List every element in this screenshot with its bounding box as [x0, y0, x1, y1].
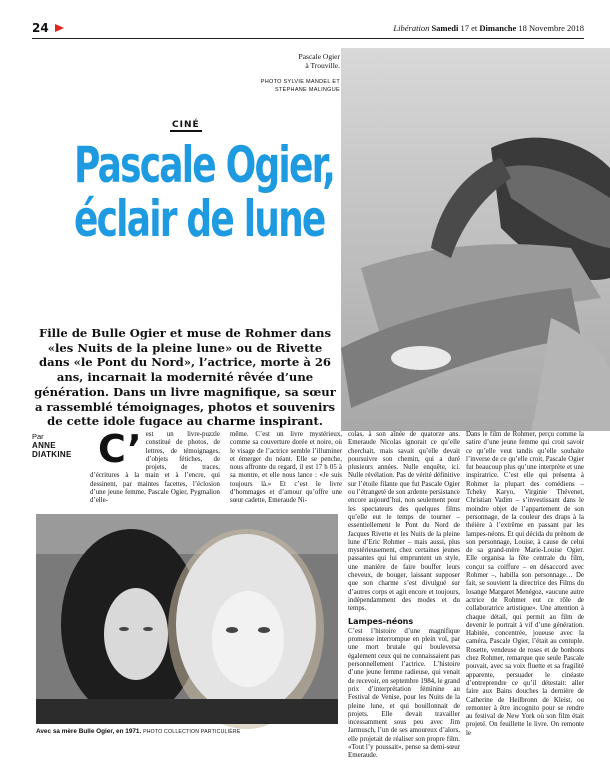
col3-text-b: C’est l’histoire d’une magnifique promesse interrompue en plein vol, par une mort brutale qui bouleversa également ceux qui ne connaissaient pas personnellement l’actrice. L’histoire d’une jeune femme radieuse, qui venait de recevoir, en septembre 1984, le grand prix d’interprétation féminine au Festival de Venise, pour les Nuits de la pleine lune, et qui bouillonnait de projets. Elle devait travailler incessamment sous peu avec Jim Jarmusch, l’un de ses amoureux d’alors, elle projetait de réaliser son propre film. «Tout l’y poussait», pense sa demi-sœur Emeraude. — [348, 627, 460, 760]
bottom-photo-caption — [36, 728, 338, 735]
publication-date-line — [393, 23, 584, 33]
byline — [32, 432, 87, 459]
byline-first-name: ANNE — [32, 441, 56, 450]
body-column-1 — [90, 427, 220, 513]
date-weekday-2: Dimanche — [479, 23, 517, 33]
date-weekday-1: Samedi — [431, 23, 459, 33]
bottom-caption-text: Avec sa mère Bulle Ogier, en 1971. — [36, 728, 142, 735]
byline-last-name: DIATKINE — [32, 450, 72, 459]
bottom-photo-mother-daughter — [36, 514, 338, 724]
top-credit-line1: PHOTO SYLVIE MANDEL ET — [260, 79, 340, 85]
article-title — [73, 136, 335, 248]
top-caption-line2: à Trouville. — [305, 61, 340, 70]
red-arrow-icon — [55, 24, 64, 32]
body-column-2: même. C’est un livre mystérieux, comme sa couverture dorée et noire, où le visage de l’actrice semble l’illuminer et émerger du néant. Elle se penche, nous affronte du regard, il est 17 h 05 à sa montre, et elle nous lance : «Je suis toujours là.» Et c’est le livre d’hommages et d’amour qu’offre une sœur cadette, Emeraude Ni- — [230, 431, 342, 505]
article-standfirst: Fille de Bulle Ogier et muse de Rohmer dans «les Nuits de la pleine lune» ou de Rivette dans «le Pont du Nord», l’actrice, morte à 26 ans, incarnait la modernité rêvée d’une génération. Dans un livre magnifique, sa sœur a rassemblé témoignages, photos et souvenirs de cette idole fugace au charme inspirant. — [34, 326, 336, 429]
page-header — [32, 18, 584, 38]
body-column-3 — [348, 431, 460, 760]
subhead-lampes-neons: Lampes-néons — [348, 616, 414, 626]
date-rest: 18 Novembre 2018 — [518, 23, 584, 33]
byline-par: Par — [32, 432, 44, 441]
top-photo-caption — [240, 52, 340, 94]
top-photo-legs-jeans — [341, 48, 610, 431]
publication-name: Libération — [393, 23, 430, 33]
header-rule — [32, 38, 584, 39]
top-caption-line1: Pascale Ogier — [298, 52, 340, 61]
drop-cap: C’ — [98, 427, 142, 471]
col3-text-a: colas, à son aînée de quatorze ans. Emeraude Nicolas ignorait ce qu’elle cherchait, mais savait qu’elle devait poursuivre son chemin, qui a duré plusieurs années. Nulle enquête, ici. Nulle révélation. Pas de vérité définitive sur l’étoile filante que fut Pascale Ogier ou l’étrangeté de son ardente persistance encore aujourd’hui, non seulement pour les spectateurs des quelques films qu’elle eut le temps de tourner – essentiellement le Pont du Nord de Jacques Rivette et les Nuits de la pleine lune d’Eric Rohmer – mais aussi, plus mystérieusement, chez certaines jeunes passantes qui lui empruntent un style, une manière de faire bouffer leurs cheveux, de bouger, laissant supposer que son charme s’est divulgué sur d’autres corps et agit encore et toujours, indépendamment des modes et du temps. — [348, 431, 460, 613]
title-line-2: éclair de lune — [73, 190, 325, 248]
bottom-caption-credit: PHOTO COLLECTION PARTICULIÈRE — [143, 729, 241, 735]
col1-text: est un livre-puzzle constitué de photos, de lettres, de témoignages, d’objets fétiches, de projets, de traces, d’écritures à la main et à l’encre, qui dessinent, par maintes facettes, l’éclosion d’une jeune femme, Pascale Ogier, Pygmalion d’elle- — [90, 431, 220, 505]
date-mid: 17 et — [460, 23, 478, 33]
page-number — [32, 21, 64, 35]
section-rubric: CINÉ — [172, 120, 200, 130]
page-number-text: 24 — [32, 21, 49, 35]
top-credit-line2: STÉPHANE MALINGUE — [274, 87, 340, 93]
title-line-1: Pascale Ogier, — [73, 136, 335, 194]
body-column-4: Dans le film de Rohmer, perçu comme la satire d’une jeune femme qui croit savoir ce qu’elle veut tandis qu’elle souhaite l’inverse de ce qu’elle croit, Pascale Ogier fut beaucoup plus qu’une interprète et une inspiratrice. C’est elle qui présenta à Rohmer la plupart des comédiens – Tcheky Karyo, Virginie Thévenet, Christian Vadim – s’investissant dans le moindre objet de l’appartement de son personnage, de la couleur des draps à la théière à l’extrême en passant par les lampes-néons. Et qui décida du prénom de son personnage, Louise, à cause de celui de sa grand-mère Marie-Louise Ogier. Elle organisa la fête centrale du film, conçut sa coiffure – en désaccord avec Rohmer –, habilla son personnage… De fait, se souvient la directrice des Films du losange Margaret Menégoz, «aucune autre actrice de Rohmer eut ce rôle de collaboratrice artistique». Une attention à chaque détail, qui permit au film de devenir le portrait à vif d’une génération. Habitée, concentrée, joueuse avec la caméra, Pascale Ogier, l’était au centuple. Rosette, vendeuse de roses et de bonbons chez Rohmer, remarque que seule Pascale pouvait, avec sa voix fluette et sa fragilité apparente, persuader le cinéaste d’entreprendre ce qu’il détestait: aller faire aux Bains douches la dernière de Catherine de Heilbronn de Kleist, ou remonter à être incognito pour se rendre au festival de New York où son film était projeté. On feuillette le livre. On remonte le — [466, 431, 584, 737]
